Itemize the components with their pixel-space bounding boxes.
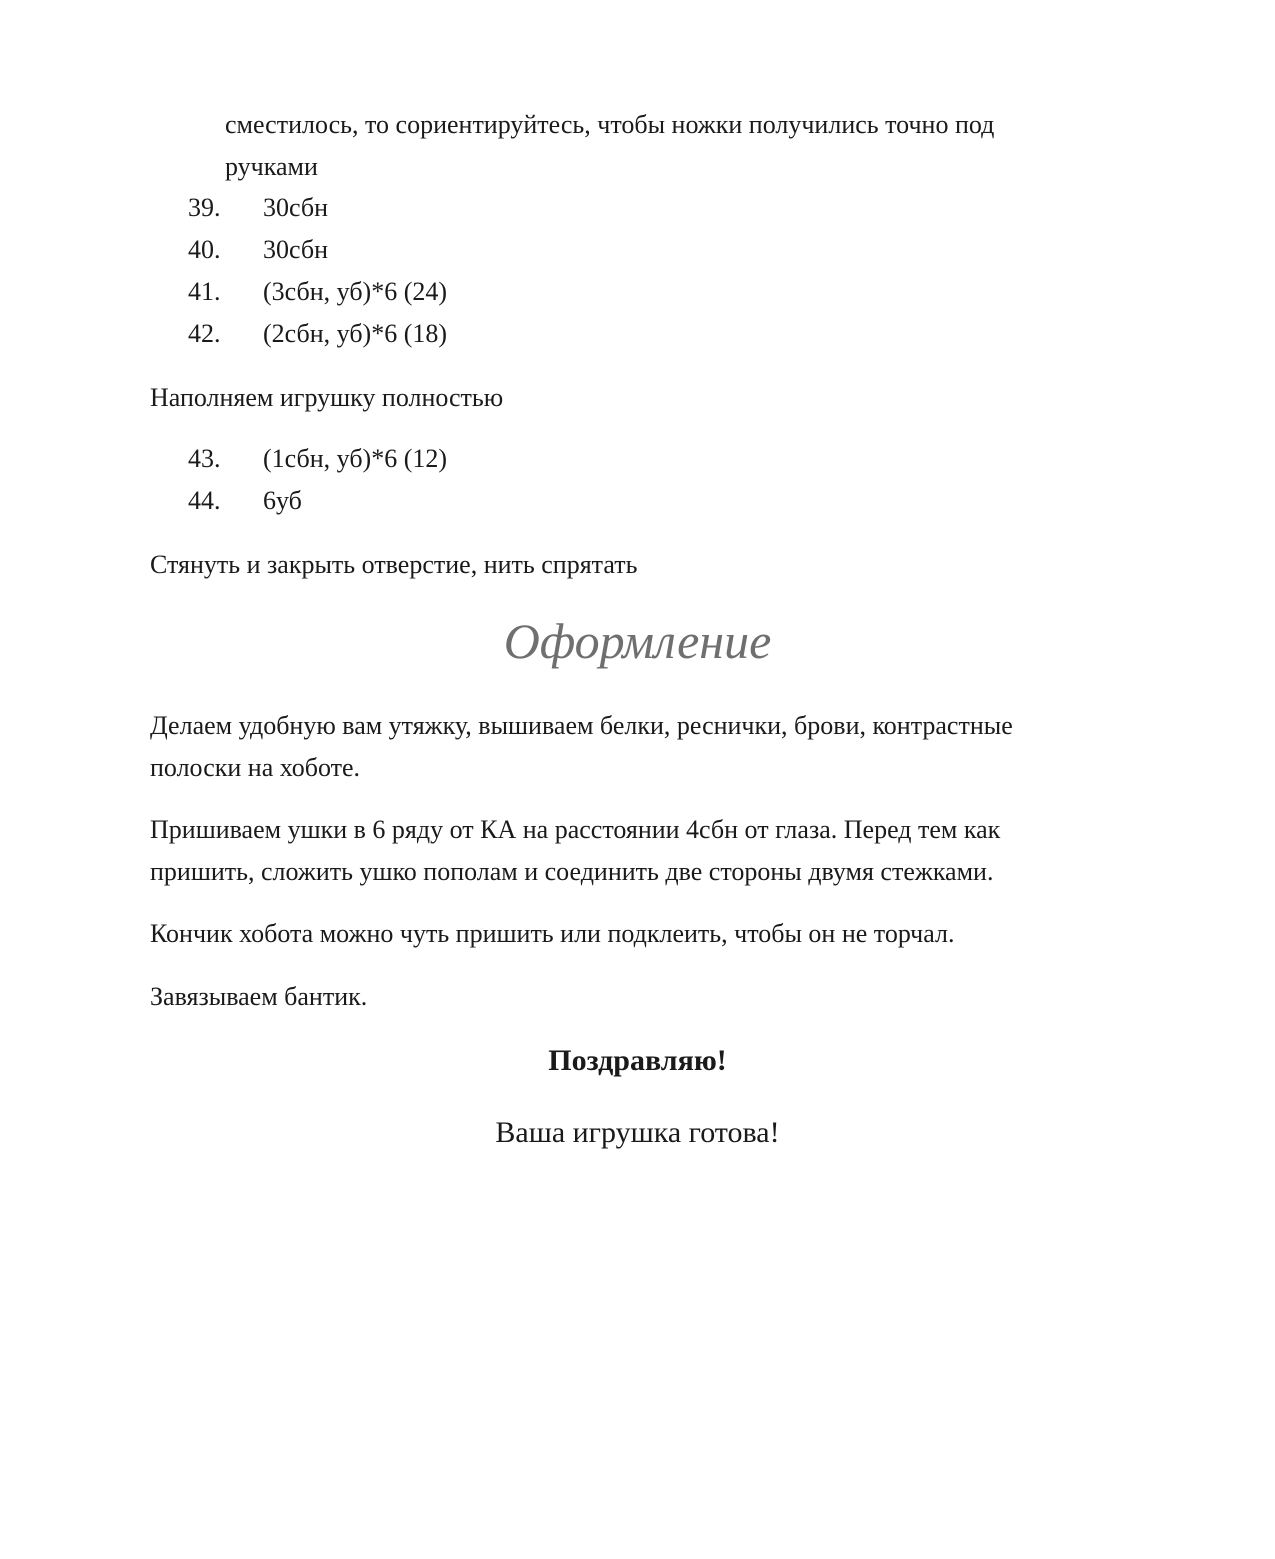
intro-continuation-line-1: сместилось, то сориентируйтесь, чтобы ножки получились точно под — [225, 110, 995, 139]
row-instruction: 30сбн — [263, 235, 328, 264]
row-instruction: (1сбн, уб)*6 (12) — [263, 444, 448, 473]
row-instruction: 6уб — [263, 486, 302, 515]
stuffing-note: Наполняем игрушку полностью — [150, 383, 504, 412]
row-number: 43. — [188, 444, 221, 473]
paragraph-1-line-1: Делаем удобную вам утяжку, вышиваем белки, реснички, брови, контрастные — [150, 711, 1013, 740]
row-instruction: (2сбн, уб)*6 (18) — [263, 319, 448, 348]
final-message: Ваша игрушка готова! — [495, 1116, 780, 1149]
row-instruction: 30сбн — [263, 193, 328, 222]
paragraph-2-line-2: пришить, сложить ушко пополам и соединить две стороны двумя стежками. — [150, 857, 994, 886]
paragraph-2-line-1: Пришиваем ушки в 6 ряду от КА на расстоянии 4сбн от глаза. Перед тем как — [150, 815, 1001, 844]
row-instruction: (3сбн, уб)*6 (24) — [263, 277, 448, 306]
congrats-heading: Поздравляю! — [548, 1044, 727, 1077]
intro-continuation-line-2: ручками — [225, 152, 318, 181]
section-heading: Оформление — [503, 613, 772, 669]
row-number: 42. — [188, 319, 221, 348]
closing-note: Стянуть и закрыть отверстие, нить спрятать — [150, 550, 638, 579]
row-number: 39. — [188, 193, 221, 222]
paragraph-3: Кончик хобота можно чуть пришить или подклеить, чтобы он не торчал. — [150, 919, 955, 948]
paragraph-1-line-2: полоски на хоботе. — [150, 753, 361, 782]
row-number: 41. — [188, 277, 221, 306]
row-number: 40. — [188, 235, 221, 264]
paragraph-4: Завязываем бантик. — [150, 982, 368, 1011]
row-number: 44. — [188, 486, 221, 515]
